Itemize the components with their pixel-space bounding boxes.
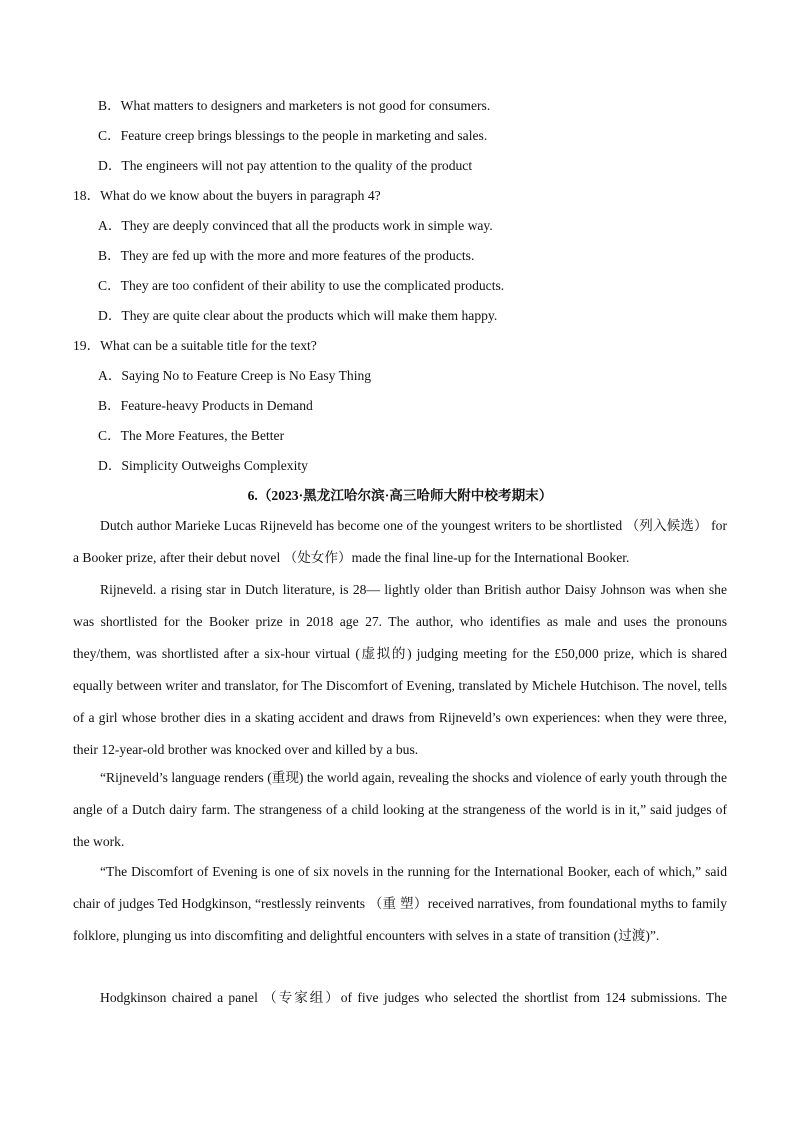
q18-option-c: C．They are too confident of their ability to use the complicated products. [98, 278, 505, 293]
q17-option-c: C．Feature creep brings blessings to the people in marketing and sales. [98, 128, 488, 143]
q18-stem: 18．What do we know about the buyers in paragraph 4? [73, 188, 381, 203]
q17-option-d: D．The engineers will not pay attention to the quality of the product [98, 158, 473, 173]
passage-paragraph-4: “The Discomfort of Evening is one of six novels in the running for the International Booker, each of which,” said chair of judges Ted Hodgkinson, “restlessly reinvents （重 塑）received narratives, from foundational myths to family folklore, plunging us into discomfiting and delightful encounters with selves in a state of transition (过渡)”. [73, 864, 727, 943]
section-heading: 6.（2023·黑龙江哈尔滨·高三哈师大附中校考期末） [247, 488, 553, 503]
q19-stem: 19．What can be a suitable title for the text? [73, 338, 317, 353]
q18-option-a: A．They are deeply convinced that all the products work in simple way. [98, 218, 493, 233]
q19-option-c: C．The More Features, the Better [98, 428, 285, 443]
passage-paragraph-2: Rijneveld. a rising star in Dutch literature, is 28— lightly older than British author Daisy Johnson was when she was shortlisted for the Booker prize in 2018 age 27. The author, who identifies as male and uses the pronouns they/them, was shortlisted after a six-hour virtual (虚拟的) judging meeting for the £50,000 prize, which is shared equally between writer and translator, for The Discomfort of Evening, translated by Michele Hutchison. The novel, tells of a girl whose brother dies in a skating accident and draws from Rijneveld’s own experiences: when they were three, their 12-year-old brother was knocked over and killed by a bus. [73, 582, 727, 757]
passage-paragraph-5: Hodgkinson chaired a panel （专家组）of five judges who selected the shortlist from 124 submissions. The [100, 990, 727, 1005]
q19-option-b: B．Feature-heavy Products in Demand [98, 398, 313, 413]
q17-option-b: B．What matters to designers and marketers is not good for consumers. [98, 98, 491, 113]
q18-option-d: D．They are quite clear about the products which will make them happy. [98, 308, 498, 323]
passage-paragraph-3: “Rijneveld’s language renders (重现) the world again, revealing the shocks and violence of early youth through the angle of a Dutch dairy farm. The strangeness of a child looking at the strangeness of the world is in it,” said judges of the work. [73, 770, 728, 849]
q18-option-b: B．They are fed up with the more and more features of the products. [98, 248, 475, 263]
q19-option-d: D．Simplicity Outweighs Complexity [98, 458, 308, 473]
passage-paragraph-1: Dutch author Marieke Lucas Rijneveld has become one of the youngest writers to be shortlisted （列入候选） for a Booker prize, after their debut novel （处女作）made the final line-up for the International Booker. [73, 518, 727, 565]
q19-option-a: A．Saying No to Feature Creep is No Easy Thing [98, 368, 372, 383]
